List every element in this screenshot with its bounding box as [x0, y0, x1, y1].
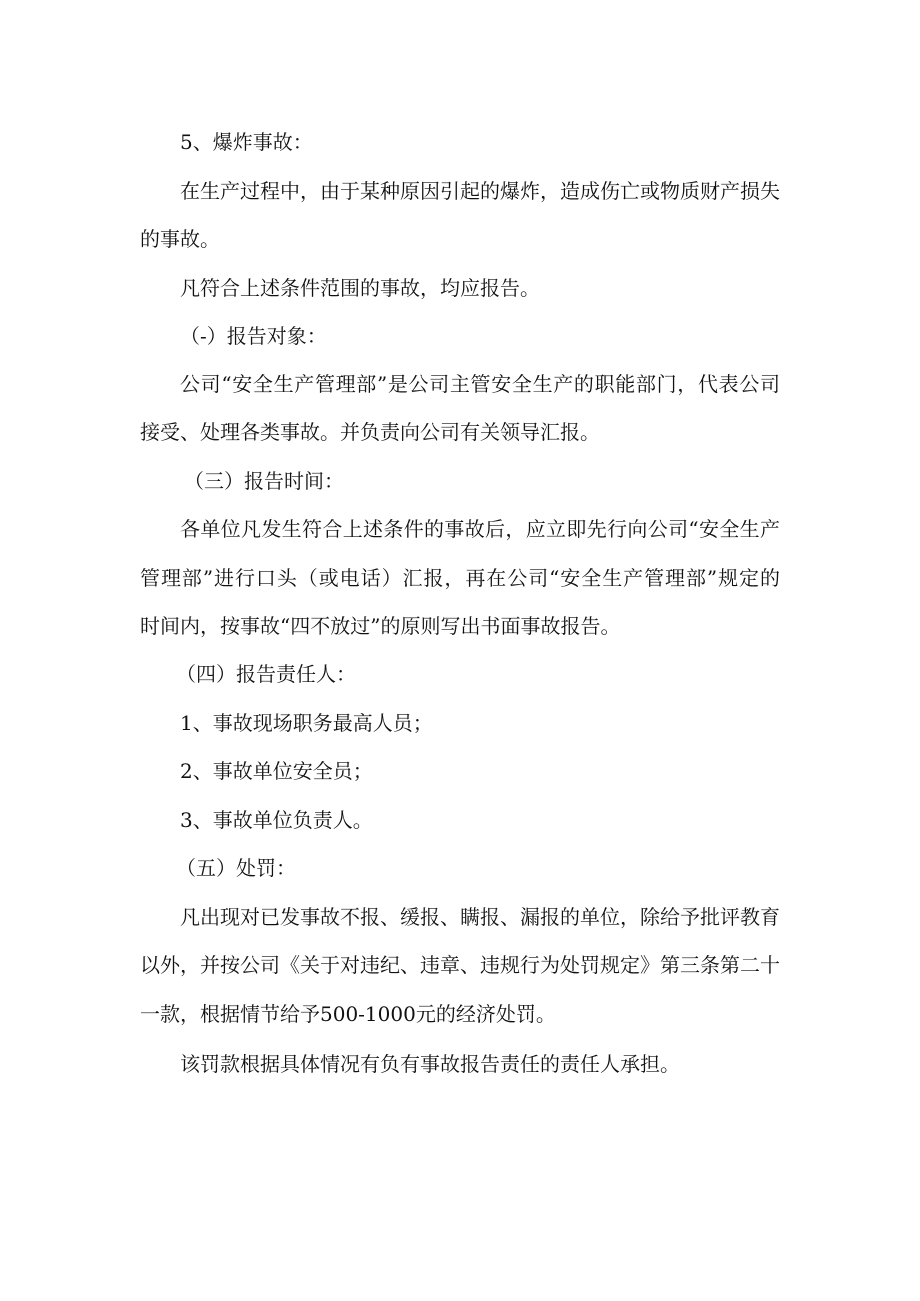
paragraph-line: 该罚款根据具体情况有负有事故报告责任的责任人承担。 — [180, 1052, 680, 1076]
paragraph-line: 公司“安全生产管理部”是公司主管安全生产的职能部门，代表公司 — [180, 372, 780, 396]
paragraph-line: 在生产过程中，由于某种原因引起的爆炸，造成伤亡或物质财产损失 — [180, 179, 780, 203]
paragraph-line: 接受、处理各类事故。并负责向公司有关领导汇报。 — [140, 420, 600, 444]
section-heading-explosion: 5、爆炸事故： — [180, 130, 313, 154]
section-heading-responsible-person: （四）报告责任人： — [176, 662, 356, 686]
section-heading-report-time: （三）报告时间： — [184, 469, 344, 493]
section-heading-report-target: （-）报告对象： — [180, 324, 327, 348]
section-heading-penalty: （五）处罚： — [176, 856, 296, 880]
paragraph-line: 时间内，按事故“四不放过”的原则写出书面事故报告。 — [140, 614, 621, 638]
list-item: 1、事故现场职务最高人员； — [180, 711, 433, 735]
paragraph-line: 管理部”进行口头（或电话）汇报，再在公司“安全生产管理部”规定的 — [140, 566, 780, 590]
paragraph-line: 各单位凡发生符合上述条件的事故后，应立即先行向公司“安全生产 — [180, 517, 780, 541]
paragraph-line: 凡符合上述条件范围的事故，均应报告。 — [180, 276, 540, 300]
list-item: 2、事故单位安全员； — [180, 759, 373, 783]
list-item: 3、事故单位负责人。 — [180, 808, 373, 832]
paragraph-line: 一款，根据情节给予500-1000元的经济处罚。 — [140, 1002, 556, 1026]
paragraph-line: 以外，并按公司《关于对违纪、违章、违规行为处罚规定》第三条第二十 — [140, 953, 780, 977]
paragraph-line: 凡出现对已发事故不报、缓报、瞒报、漏报的单位，除给予批评教育 — [180, 905, 780, 929]
paragraph-line: 的事故。 — [140, 227, 220, 251]
